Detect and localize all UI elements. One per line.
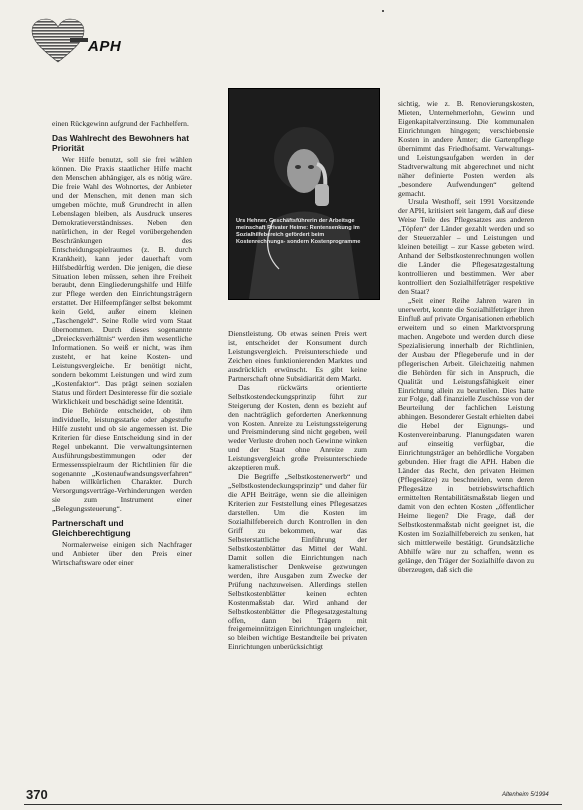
paragraph: einen Rückgewinn aufgrund der Fachhelfern. [52,119,189,128]
paragraph: Ursula Westhoff, seit 1991 Vorsitzende der APH, kritisiert seit langem, daß auf diese Weise Teile des Pflegesatzes aus anderen „Töpfen“ der Länder gezahlt werden und so der Steuerzahler – und Leistungen und kleinen beteiligt – zur Kasse gebeten wird. Anhand der Selbstkostenrechnungen wollen die Länder die Pflegesatzgestaltung kontrollieren und bestimmen. Wer aber kontrolliert den Sozialhilfeträger respektive den Staat? [398,197,534,297]
paragraph: „Seit einer Reihe Jahren waren in unerwerbt, konnte die Sozialhilfeträger ihren Einfluß auf private Organisationen erheblich erweitern und so einen Marktvorsprung machen. Angebote und werden durch diese Spezialisierung innerhalb der Richtlinien, der Ausbau der Pflegeberufe und in der pflegerischen Arbeit. Gleichzeitig nahmen die Behörden für sich in Anspruch, die Qualität und Leistungsfähigkeit einer Einrichtung allein zu beurteilen. Dies hatte zur Folge, daß finanzielle Zuschüsse von der Beurteilung der fachlichen Leistung abhingen. Besonderer Gestalt erhielten dabei die Hebel der Eignungs- und Kostenvereinbarung. Planungsdaten waren auf einseitig verfügbar, die Einrichtungsträger an behördliche Vorgaben gebunden. Hier fragt die APH. Haben die Länder das Recht, den privaten Heimen (Pflegesätze) zu beschneiden, wenn deren Pflegesätze in betriebswirtschaftlich ermittelten Rentabilitätsmaßstab liegen und damit von den echten Kosten „öffentlicher Heime liegen? Die Frage, daß der Selbstkostenmaßstab nicht geeignet ist, die Kosten im Sozialhilfebereich zu senken, hat sich mittlerweile bestätigt. Grundsätzliche Abhilfe wäre nur zu schaffen, wenn es gelänge, den Träger der Sozialhilfe davon zu überzeugen, daß sich die [398,295,534,574]
logo-text: APH [88,38,122,55]
portrait-photo [228,88,380,300]
section-heading: Das Wahlrecht des Bewohners hat Priorität [52,132,189,153]
footer-rule [24,804,562,805]
issue-label: Altenheim 5/1994 [502,792,549,798]
paragraph: Das rückwärts orientierte Selbstkostendeckungsprinzip führt zur Steigerung der Kosten, denn es bezieht auf den nachträglich geforderten Anerkennung von Kosten. Anreize zu Leistungssteigerung und Preisminderung sind nicht gegeben, weil weder Verluste drohen noch Gewinne winken und der Staat ohne Anreize zum Leistungsvergleich große Preisunterschiede akzeptieren muß. [228,382,367,473]
paragraph: Dienstleistung. Ob etwas seinen Preis wert ist, entscheidet der Konsument durch Leistungsvergleich. Preisunterschiede und Zeichen eines funktionierenden Marktes und ausdrücklich erwünscht. Es gibt keine Partnerschaft ohne Subsidiarität dem Markt. [228,329,367,383]
article-column-3 [398,100,534,575]
portrait-illustration [229,89,379,299]
section-heading: Partnerschaft und Gleichberechtigung [52,518,131,538]
paragraph: sichtig, wie z. B. Renovierungskosten, Mieten, Unternehmerlohn, Gewinn und Eigenkapitalverzinsung. Die kommunalen Einrichtungen hingegen; verschiebensie Kosten in andere Ämter; die Gartenpflege übernimmt das Friedhofsamt. Verwaltungs- und Leistungsaufgaben werden in der Stadtverwaltung mit abgerechnet und nicht näher definierte Posten werden als „besondere Aufwendungen“ geltend gemacht. [398,99,534,198]
photo-caption: Urs Hehner, Geschäftsführerin der Arbeitsge meinschaft Privater Heime: Rentensenkung im Sozialhilfebereich gefördert beim Kostenrechnungs- sondern Kostenprogramme [236,218,361,245]
paragraph: Wer Hilfe benutzt, soll sie frei wählen können. Die Praxis staatlicher Hilfe macht den Menschen abhängiger, als es nötig wäre. Die freie Wahl des Wohnortes, der Anbieter und der Menschen, mit denen man sich umgeben möchte, muß Grundrecht in allen Lebenslagen bleiben, als Ausdruck unseres Demokratieverständnisses. Neben den natürlichen, in der Regel vorübergehenden Beschränkungen des Entscheidungsspielraumes (z. B. durch Krankheit), kann jeder dauerhaft vom Hilfsbedürftig werden. Die jenigen, die diese Situation leben müssen, sehen ihre Freiheit beraubt, denn Eingliederungshilfe und Hilfe zur Pflege werden den Einrichtungsträgern erstattet. Der Hilfeempfänger selbst bekommt kein Geld, außer einem kleinen „Taschengeld“. Seine Rolle wird vom Staat übernommen. Durch dieses sogenannte „Dreiecksverhältnis“ werden ihm wesentliche Informationen. So weiß er nicht, was ihm zusteht, er hat keine Kosten- und Leistungsvergleiche. Er benötigt nicht, sondern bekommt Leistungen und wird zum „Kostenfaktor“. Das prägt seinen sozialen Status und fördert Desinteresse für die soziale Wirklichkeit und beschädigt seine Identität. [52,155,192,406]
article-column-2 [228,330,367,652]
page-number: 370 [26,787,48,802]
paragraph: Die Behörde entscheidet, ob ihm individuelle, leistungsstarke oder abgestufte Hilfe zusteht und ob sie angemessen ist. Die Kriterien für diese Entscheidung sind in der Regel unbekannt. Die verwaltungsinternen Ausführungsbestimmungen oder der Ermessensspielraum der Richtlinien für die sogenannte „Kostenaufwandsungsverfahren“ haben willkürlichen Charakter. Durch Versorgungsverträge-Verhinderungen werden sie zum Instrument einer „Belegungssteuerung“. [52,405,192,514]
speck [382,10,384,12]
article-column-1 [52,120,192,568]
paragraph: Die Begriffe „Selbstkostenerwerb“ und „Selbstkostendeckungsprinzip“ und daher für die APH Beiträge, wenn sie die alleinigen Kriterien zur Feststellung eines Pflegesatzes darstellen. Um die Kosten im Sozialhilfebereich durch Kontrollen in den Griff zu bekommen, war das Selbsterstattliche Einführung der Selbstkostenblätter das Mittel der Wahl. Damit sollen die Einrichtungen nach kameralistischer Denkweise gezwungen werden, ihre Ausgaben zum Zwecke der Prüfung nachzuweisen. Allerdings stellen Selbstkostenblätter keinen echten Kostenmaßstab dar. Wird anhand der Selbstkostenblätter die Pflegesatzgestaltung offen, dann bei Trägern mit freigemeinnützigen Einrichtungen ungleicher, so bleiben wichtige Bestandteile bei privaten Einrichtungen unberücksichtigt [228,472,367,652]
paragraph: Normalerweise einigen sich Nachfrager und Anbieter über den Preis einer Wirtschaftsware oder einer [52,540,192,568]
